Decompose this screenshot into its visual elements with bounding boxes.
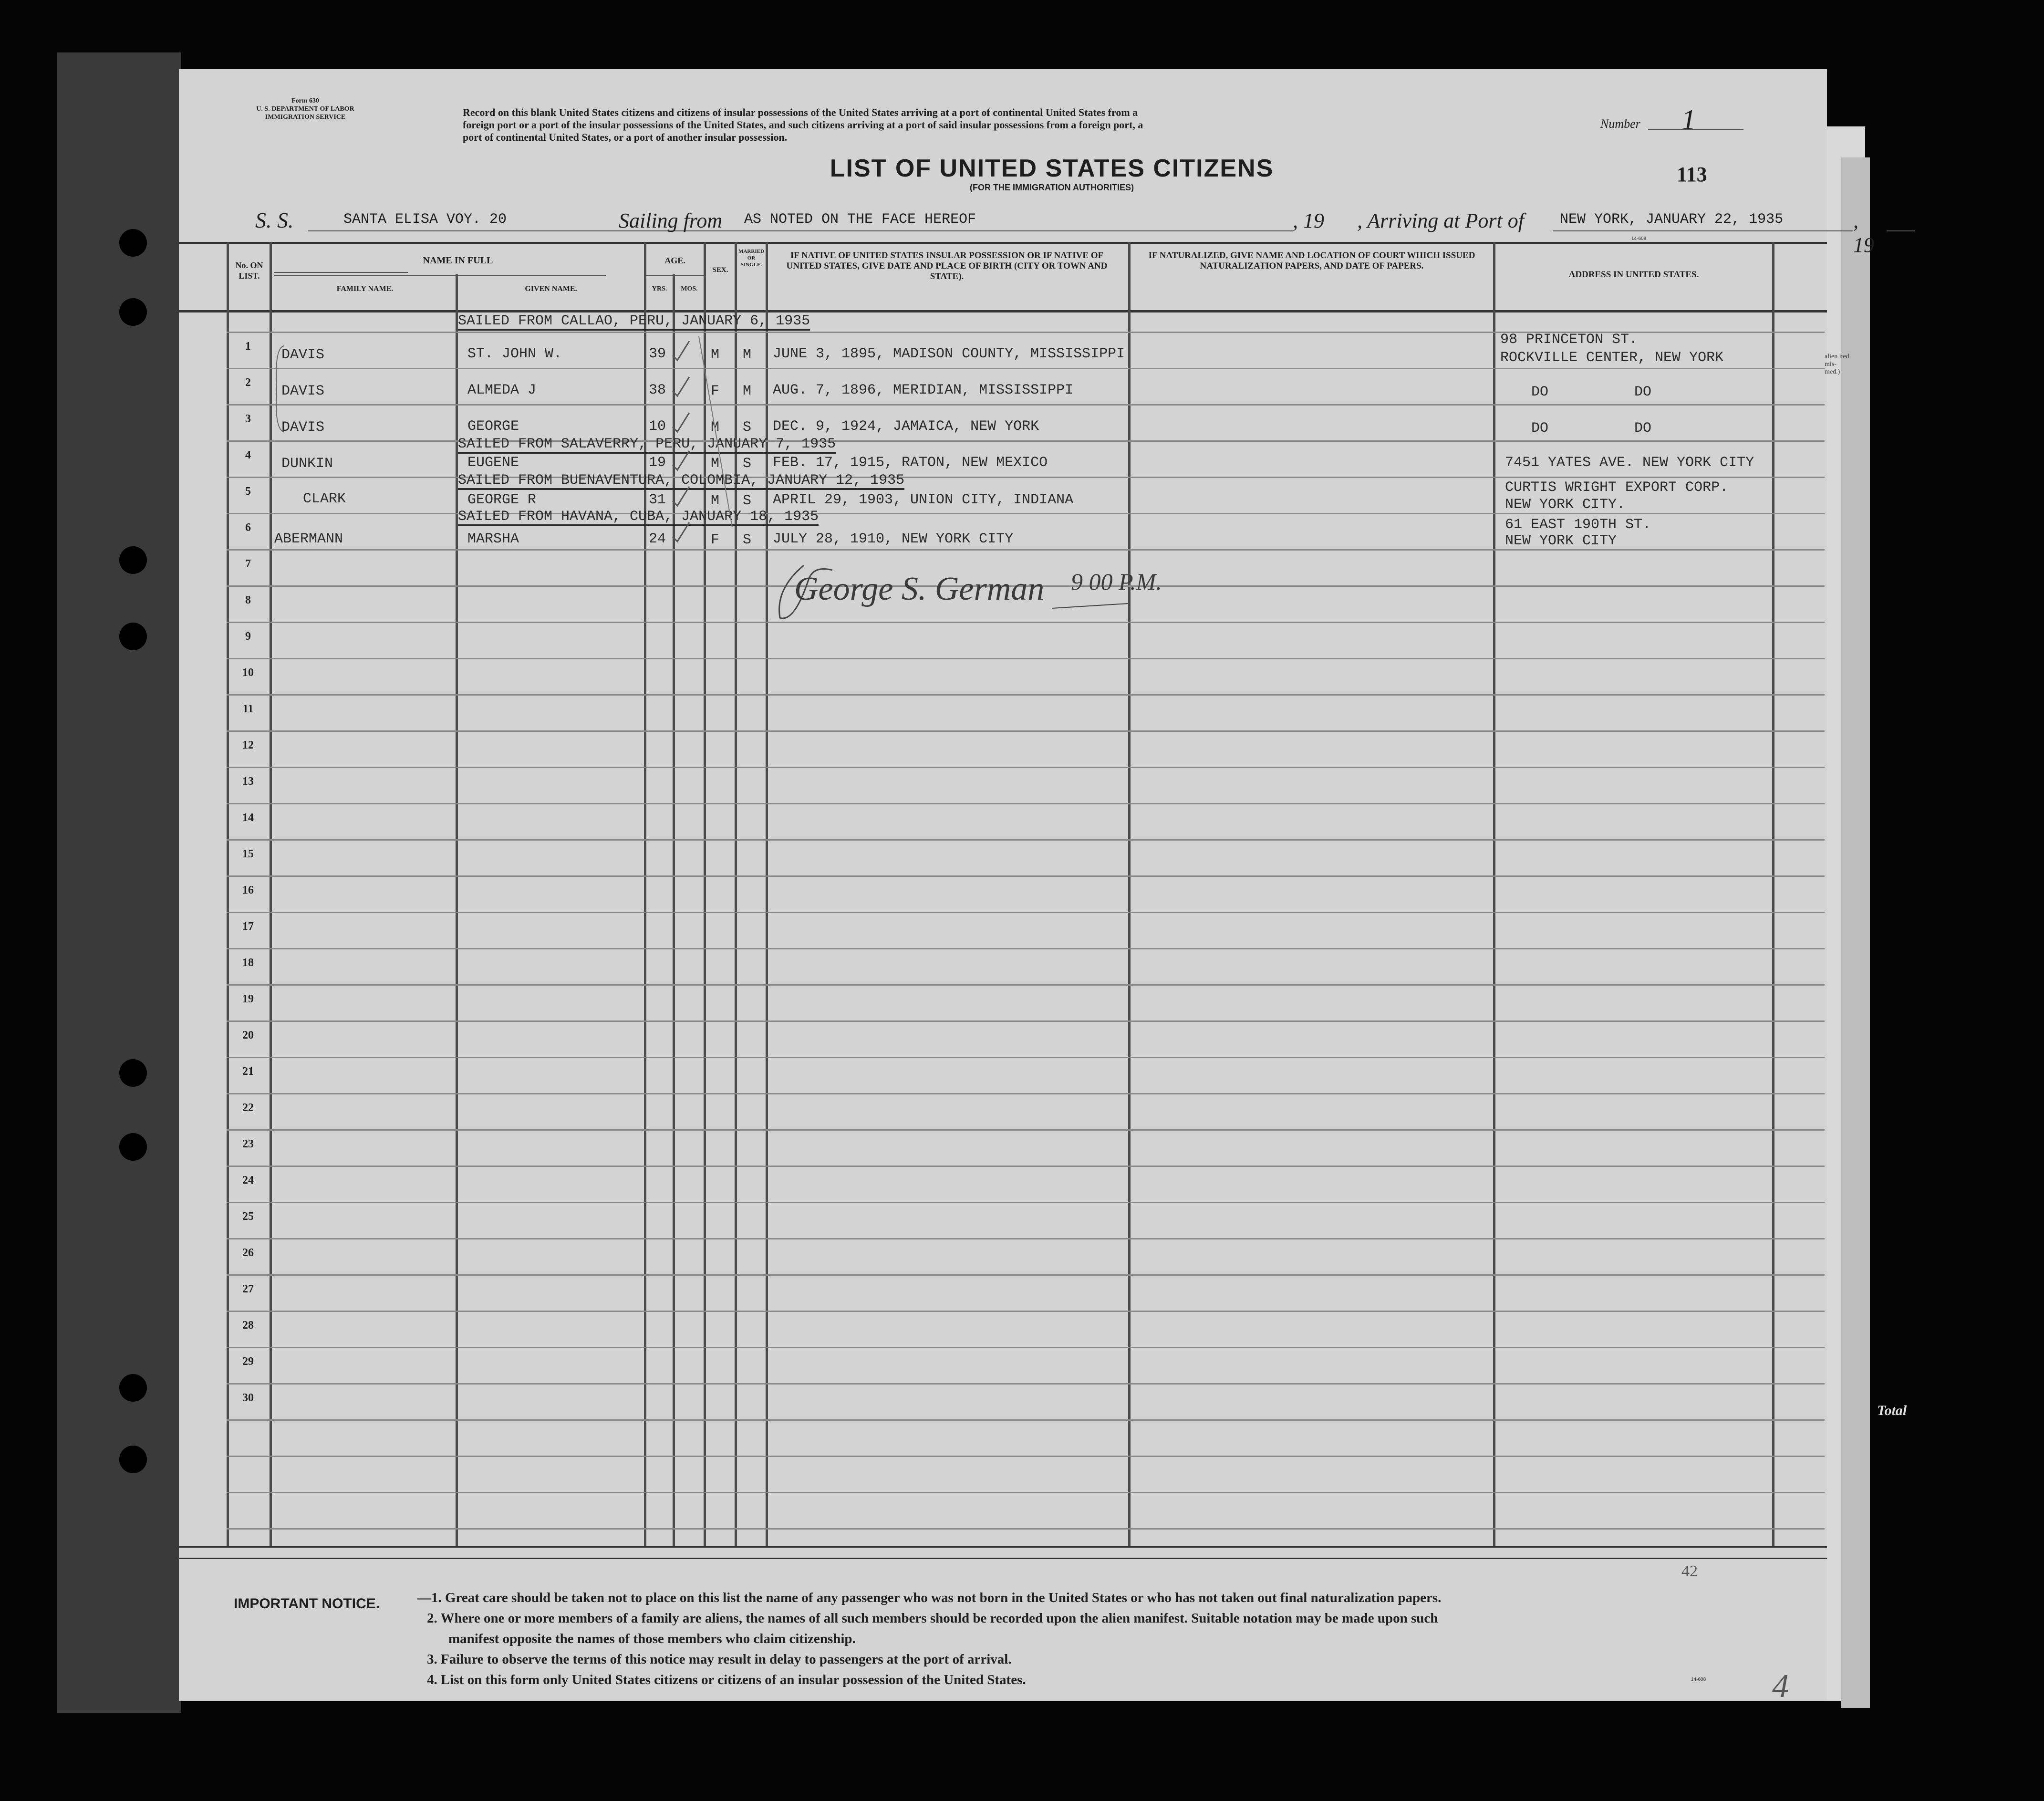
row-rule [227, 694, 1825, 696]
form-number: Form 630 [291, 97, 319, 104]
page-number-stamp: 113 [1677, 163, 1707, 186]
address-line-1: CURTIS WRIGHT EXPORT CORP. [1505, 479, 1729, 496]
marital-status: M [743, 383, 752, 399]
family-name: CLARK [303, 491, 346, 507]
punch-hole [119, 1446, 147, 1473]
row-rule [227, 1093, 1825, 1094]
family-name: DUNKIN [281, 456, 333, 472]
header-divider [646, 275, 704, 276]
birth-details: FEB. 17, 1915, RATON, NEW MEXICO [773, 455, 1048, 471]
address-line-1: DO DO [1531, 384, 1652, 400]
row-rule [227, 1492, 1825, 1493]
sex: M [711, 456, 720, 472]
row-number: 17 [242, 920, 254, 933]
arriving-label: , Arriving at Port of [1357, 209, 1524, 232]
punch-hole [119, 1133, 147, 1161]
given-name: ST. JOHN W. [467, 346, 562, 362]
department-name: U. S. DEPARTMENT OF LABOR [256, 105, 354, 113]
row-number: 22 [242, 1102, 254, 1114]
table-header-border [179, 310, 1827, 312]
number-label: Number [1600, 117, 1640, 131]
row-number: 24 [242, 1174, 254, 1187]
notice-top-border [179, 1558, 1827, 1559]
marital-status: S [743, 493, 752, 509]
punch-hole [119, 298, 147, 326]
row-number: 27 [242, 1283, 254, 1295]
birth-details: APRIL 29, 1903, UNION CITY, INDIANA [773, 492, 1074, 508]
marital-status: S [743, 456, 752, 472]
table-top-border [179, 242, 1827, 244]
punch-hole [119, 1059, 147, 1087]
notice-item: —1. Great care should be taken not to place on this list the name of any passenger who was not born in the United States or who has not taken out final naturalization papers. [417, 1590, 1442, 1605]
row-number: 5 [245, 485, 251, 498]
row-rule [227, 1383, 1825, 1385]
row-number: 28 [242, 1319, 254, 1332]
age-years: 31 [649, 492, 666, 508]
notice-items [417, 1588, 1441, 1690]
row-rule [227, 984, 1825, 986]
row-rule [227, 1202, 1825, 1203]
marital-status: S [743, 419, 752, 436]
header-naturalized: IF NATURALIZED, GIVE NAME AND LOCATION OF COURT WHICH ISSUED NATURALIZATION PAPERS, AND DATE OF PAPERS. [1148, 250, 1475, 271]
row-rule [227, 658, 1825, 659]
marital-status: M [743, 347, 752, 363]
row-number: 6 [245, 521, 251, 534]
address-line-1: DO DO [1531, 420, 1652, 437]
row-number: 4 [245, 449, 251, 461]
page-title: LIST OF UNITED STATES CITIZENS [830, 155, 1274, 182]
given-name: MARSHA [467, 531, 519, 547]
notice-item: manifest opposite the names of those members who claim citizenship. [448, 1631, 856, 1646]
number-underline [1648, 129, 1743, 130]
row-number: 16 [242, 884, 254, 896]
birth-details: JULY 28, 1910, NEW YORK CITY [773, 531, 1014, 547]
sailing-underline [739, 230, 1293, 231]
birth-details: DEC. 9, 1924, JAMAICA, NEW YORK [773, 418, 1039, 435]
sex: F [711, 383, 720, 399]
row-rule [227, 549, 1825, 551]
handwritten-number: 4 [1772, 1668, 1789, 1705]
age-years: 24 [649, 531, 666, 547]
marital-status: S [743, 532, 752, 548]
header-mos: MOS. [681, 285, 698, 292]
punch-hole [119, 623, 147, 650]
address-line-1: 61 EAST 190TH ST. [1505, 517, 1651, 533]
row-rule [227, 803, 1825, 804]
total-label: Total [1877, 1403, 1907, 1418]
header-address: ADDRESS IN UNITED STATES. [1568, 270, 1699, 280]
row-rule [227, 1129, 1825, 1131]
row-number: 30 [242, 1392, 254, 1404]
printer-code: 14-608 [1631, 236, 1647, 241]
number-value: 1 [1681, 104, 1696, 135]
family-name: DAVIS [281, 419, 325, 436]
record-text-line: Record on this blank United States citizens and citizens of insular possessions of the United States arriving at a port of continental United States from a [463, 106, 1138, 118]
row-number: 15 [242, 848, 254, 860]
row-rule [227, 1419, 1825, 1421]
punch-hole [119, 1374, 147, 1402]
header-yrs: YRS. [652, 285, 667, 292]
age-years: 38 [649, 382, 666, 398]
header-age: AGE. [664, 256, 685, 265]
row-rule [227, 767, 1825, 768]
family-bracket [272, 344, 286, 434]
row-number: 14 [242, 812, 254, 824]
year-label: , 19 [1293, 209, 1324, 232]
signature-area [766, 551, 1195, 627]
address-line-2: ROCKVILLE CENTER, NEW YORK [1500, 350, 1724, 366]
address-line-1: 7451 YATES AVE. NEW YORK CITY [1505, 455, 1754, 471]
form-id-block [246, 97, 365, 121]
record-instructions [463, 106, 1727, 144]
family-name: DAVIS [281, 383, 325, 399]
age-years: 39 [649, 346, 666, 362]
sex: F [711, 532, 720, 548]
family-name: DAVIS [281, 347, 325, 363]
punch-hole [119, 546, 147, 574]
address-line-2: NEW YORK CITY. [1505, 497, 1626, 513]
page-subtitle: (FOR THE IMMIGRATION AUTHORITIES) [970, 183, 1134, 192]
record-text-line: foreign port or a port of the insular possessions of the United States, and such citizens arriving at a port of said insular possessions from a foreign port, a [463, 119, 1143, 131]
arriving-value: NEW YORK, JANUARY 22, 1935 [1560, 211, 1784, 228]
row-rule [227, 1528, 1825, 1530]
row-rule [227, 1311, 1825, 1312]
header-given-name: GIVEN NAME. [525, 285, 577, 293]
address-line-2: NEW YORK CITY [1505, 533, 1617, 549]
row-number: 10 [242, 666, 254, 679]
row-number: 3 [245, 413, 251, 425]
row-rule [227, 1274, 1825, 1276]
age-years: 19 [649, 455, 666, 471]
sailed-from-note: SAILED FROM SALAVERRY, PERU, JANUARY 7, 1935 [458, 437, 836, 454]
ss-value: SANTA ELISA VOY. 20 [343, 211, 507, 228]
arriving-underline [1553, 230, 1853, 231]
header-name-in-full: NAME IN FULL [423, 255, 493, 266]
given-name: GEORGE R [467, 492, 537, 508]
bottom-form-code: 14-608 [1691, 1677, 1706, 1682]
row-number: 29 [242, 1355, 254, 1368]
table-bottom-border [179, 1546, 1827, 1548]
row-rule [227, 1166, 1825, 1167]
header-birth: IF NATIVE OF UNITED STATES INSULAR POSSESSION OR IF NATIVE OF UNITED STATES, GIVE DATE AND PLACE OF BIRTH (CITY OR TOWN AND STATE). [786, 250, 1108, 281]
notice-label: IMPORTANT NOTICE. [234, 1596, 380, 1612]
notice-item: 3. Failure to observe the terms of this notice may result in delay to passengers at the port of arrival. [427, 1652, 1012, 1667]
header-no: No. ON LIST. [235, 260, 263, 281]
given-name: GEORGE [467, 418, 519, 435]
header-divider [274, 272, 408, 273]
row-rule [227, 1347, 1825, 1348]
sex: M [711, 493, 720, 509]
given-name: ALMEDA J [467, 382, 537, 398]
sailed-from-note: SAILED FROM BUENAVENTURA, COLOMBIA, JANUARY 12, 1935 [458, 473, 904, 490]
row-number: 2 [245, 376, 251, 389]
row-number: 26 [242, 1247, 254, 1259]
family-name: ABERMANN [274, 531, 343, 547]
underlying-sheet-edge [1841, 157, 1870, 1708]
notice-item: 4. List on this form only United States citizens or citizens of an insular possession of the United States. [427, 1672, 1026, 1687]
margin-page-mark: 42 [1681, 1562, 1698, 1580]
row-number: 11 [242, 703, 254, 715]
row-rule [227, 839, 1825, 841]
row-rule [227, 404, 1825, 406]
sailed-from-note: SAILED FROM HAVANA, CUBA, JANUARY 18, 1935 [458, 509, 819, 526]
row-number: 23 [242, 1138, 254, 1150]
row-number: 7 [245, 558, 251, 570]
row-rule [227, 1057, 1825, 1058]
signature: George S. German [794, 571, 1045, 607]
birth-details: JUNE 3, 1895, MADISON COUNTY, MISSISSIPPI [773, 346, 1125, 362]
column-line [1128, 242, 1131, 1547]
row-number: 18 [242, 957, 254, 969]
sex: M [711, 347, 720, 363]
service-name: IMMIGRATION SERVICE [265, 114, 346, 121]
signature-time: 9 00 P.M. [1071, 568, 1162, 595]
row-rule [227, 875, 1825, 877]
column-line [1493, 242, 1495, 1547]
birth-details: AUG. 7, 1896, MERIDIAN, MISSISSIPPI [773, 382, 1074, 398]
sailing-value: AS NOTED ON THE FACE HEREOF [744, 211, 976, 228]
tick-marks [670, 327, 751, 551]
punch-hole [119, 229, 147, 257]
sex: M [711, 419, 720, 436]
ss-label: S. S. [255, 208, 294, 232]
row-rule [227, 1020, 1825, 1022]
header-divider [274, 275, 606, 276]
row-number: 25 [242, 1210, 254, 1223]
row-number: 20 [242, 1029, 254, 1041]
notice-item: 2. Where one or more members of a family are aliens, the names of all such members should be recorded upon the alien manifest. Suitable notation may be made upon such [427, 1611, 1438, 1626]
margin-fragment: alien ited mis- med.) [1825, 353, 1849, 375]
age-years: 10 [649, 418, 666, 435]
row-rule [227, 730, 1825, 732]
year-label: , 19 [1853, 209, 1874, 257]
address-line-1: 98 PRINCETON ST. [1500, 332, 1638, 348]
row-rule [227, 1238, 1825, 1239]
header-family-name: FAMILY NAME. [336, 285, 394, 293]
given-name: EUGENE [467, 455, 519, 471]
row-rule [227, 368, 1825, 369]
record-text-line: port of continental United States, or a port of another insular possession. [463, 131, 788, 143]
header-sex: SEX. [712, 266, 728, 274]
row-number: 8 [245, 594, 251, 606]
left-binding-strip [57, 52, 181, 1713]
header-married-or-single: MARRIED OR SINGLE. [738, 249, 764, 268]
row-number: 19 [242, 993, 254, 1005]
year-underline [1887, 230, 1915, 231]
row-number: 12 [242, 739, 254, 751]
row-number: 9 [245, 630, 251, 643]
row-rule [227, 948, 1825, 949]
column-line [270, 242, 272, 1547]
sailing-label: Sailing from [619, 209, 723, 232]
row-rule [227, 912, 1825, 913]
column-line [456, 274, 458, 1547]
row-rule [227, 1456, 1825, 1457]
column-line [1772, 242, 1774, 1547]
row-number: 1 [245, 340, 251, 353]
row-number: 13 [242, 775, 254, 788]
row-number: 21 [242, 1065, 254, 1078]
sailed-from-note: SAILED FROM CALLAO, PERU, JANUARY 6, 1935 [458, 313, 810, 331]
